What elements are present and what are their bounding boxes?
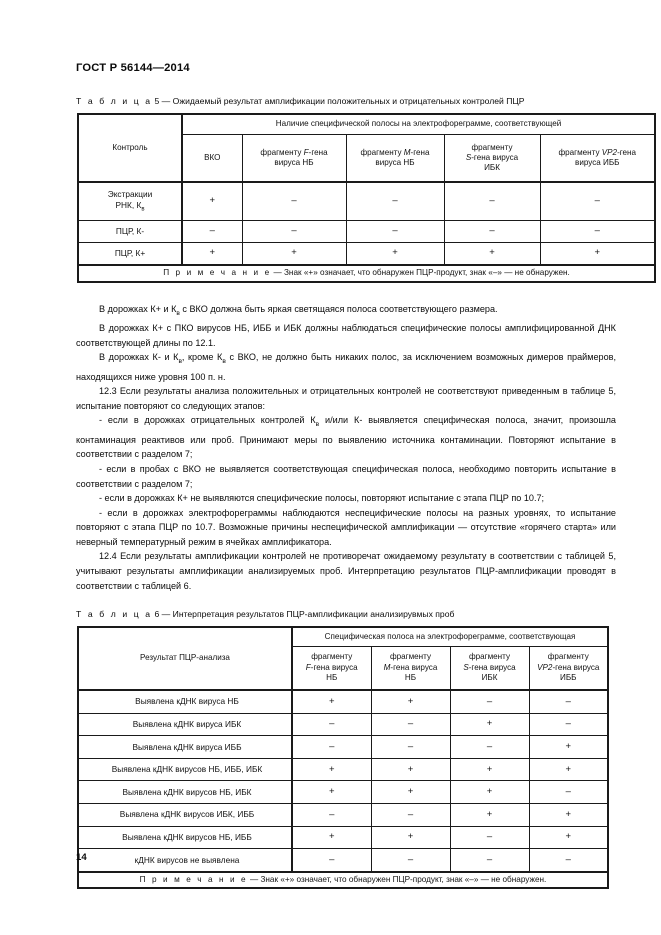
table5-header-row-1 bbox=[78, 114, 655, 135]
table5-caption-prefix: Т а б л и ц а bbox=[76, 96, 153, 107]
table-row bbox=[78, 803, 608, 826]
table6-cell: – bbox=[371, 736, 450, 759]
table6-row-label: Выявлена кДНК вируса НБ bbox=[78, 690, 292, 713]
table6-cell: – bbox=[450, 690, 529, 713]
table6-row-label: Выявлена кДНК вируса ИБК bbox=[78, 713, 292, 736]
table6-cell: + bbox=[371, 826, 450, 849]
table6-caption bbox=[76, 609, 616, 620]
table6-cell: + bbox=[371, 781, 450, 804]
paragraph: В дорожках К+ и $К_в$ с ВКО должна быть яркая светящаяся полоса соответствующего размера. bbox=[99, 303, 498, 317]
table6-col-header-m-gene: фрагменту M-гена вируса НБ bbox=[371, 646, 450, 690]
table6-cell: + bbox=[529, 803, 608, 826]
table5-cell: + bbox=[346, 243, 444, 266]
table5-col-header-vp2-gene: фрагменту VP2-гена вируса ИББ bbox=[540, 135, 655, 182]
table6-cell: + bbox=[529, 826, 608, 849]
table5-group-header: Наличие специфической полосы на электрофореграмме, соответствующей bbox=[182, 114, 655, 135]
table5-note-row bbox=[78, 265, 655, 282]
table6-col-header-f-gene: фрагменту F-гена вируса НБ bbox=[292, 646, 371, 690]
table5-cell: – bbox=[346, 221, 444, 243]
table5-cell: – bbox=[444, 182, 540, 221]
table5-cell: – bbox=[242, 221, 346, 243]
table6-cell: – bbox=[529, 690, 608, 713]
table5-cell: – bbox=[444, 221, 540, 243]
table6-col-header-s-gene: фрагменту S-гена вируса ИБК bbox=[450, 646, 529, 690]
table6-cell: – bbox=[292, 803, 371, 826]
table6-cell: – bbox=[371, 849, 450, 872]
table6-row-label: Выявлена кДНК вирусов НБ, ИБК bbox=[78, 781, 292, 804]
paragraph: В дорожках К- и $К_в$, кроме $К_в$ с ВКО, не должно быть никаких полос, за исключением возможных димеров праймеров, находящихся ниже уровня 100 п. н. bbox=[76, 352, 616, 382]
table6-row-label: кДНК вирусов не выявлена bbox=[78, 849, 292, 872]
table6-cell: + bbox=[292, 826, 371, 849]
paragraph: В дорожках К+ с ПКО вирусов НБ, ИББ и ИБК должны наблюдаться специфические полосы амплифицированной ДНК соответствующей длины по 12.1. bbox=[76, 322, 616, 348]
table-row bbox=[78, 221, 655, 243]
table-row bbox=[78, 690, 608, 713]
table5-cell: + bbox=[540, 243, 655, 266]
table6-cell: – bbox=[371, 713, 450, 736]
table-row bbox=[78, 849, 608, 872]
table5-cell: + bbox=[444, 243, 540, 266]
table6-note-row bbox=[78, 872, 608, 889]
paragraph: 12.3 Если результаты анализа положительных и отрицательных контролей не соответствуют приведенным в таблице 5, испытание повторяют со следующих этапов: bbox=[76, 386, 616, 411]
table6-cell: + bbox=[371, 690, 450, 713]
table6-cell: – bbox=[529, 713, 608, 736]
table-row bbox=[78, 713, 608, 736]
table5-cell: + bbox=[182, 182, 242, 221]
table5-note bbox=[78, 265, 655, 282]
table-row bbox=[78, 781, 608, 804]
table5-col-header-f-gene: фрагменту F-гена вируса НБ bbox=[242, 135, 346, 182]
page-number: 14 bbox=[76, 852, 87, 863]
table6-cell: + bbox=[529, 758, 608, 781]
paragraph: - если в дорожках электрофореграммы наблюдаются неспецифические полосы на разных уровнях, то испытание повторяют с этапа ПЦР по 10.7. Возможные причины неспецифической амплификации — отсутствие «горячего старта» или неверный температурный режим в ячейках амплификатора. bbox=[76, 507, 616, 547]
paragraph: - если в дорожках К+ не выявляются специфические полосы, повторяют испытание с этапа ПЦР по 10.7; bbox=[99, 493, 545, 504]
table6-row-label: Выявлена кДНК вируса ИББ bbox=[78, 736, 292, 759]
table6-cell: + bbox=[450, 803, 529, 826]
table5-col-header-vko: ВКО bbox=[182, 135, 242, 182]
table6-block bbox=[76, 609, 616, 889]
table6-cell: + bbox=[292, 781, 371, 804]
table5-cell: + bbox=[242, 243, 346, 266]
table-row bbox=[78, 182, 655, 221]
table6-cell: – bbox=[371, 803, 450, 826]
paragraph: - если в пробах с ВКО не выявляется соответствующая специфическая полоса, необходимо повторить испытание в соответствии с разделом 7; bbox=[76, 463, 616, 489]
table6-cell: + bbox=[292, 690, 371, 713]
table5-caption-number: 5 bbox=[154, 96, 160, 107]
table5-cell: – bbox=[242, 182, 346, 221]
table6-cell: + bbox=[529, 736, 608, 759]
table-5 bbox=[77, 113, 656, 283]
table5-caption-text: — Ожидаемый результат амплификации положительных и отрицательных контролей ПЦР bbox=[161, 96, 525, 107]
table6-stub-header: Результат ПЦР-анализа bbox=[78, 627, 292, 690]
table6-cell: – bbox=[529, 849, 608, 872]
table-6 bbox=[77, 626, 609, 889]
table-row bbox=[78, 826, 608, 849]
table5-col-header-s-gene: фрагменту S-гена вируса ИБК bbox=[444, 135, 540, 182]
table6-row-label: Выявлена кДНК вирусов ИБК, ИББ bbox=[78, 803, 292, 826]
table6-cell: – bbox=[450, 826, 529, 849]
table5-stub-header: Контроль bbox=[78, 114, 182, 182]
table5-col-header-m-gene: фрагменту M-гена вируса НБ bbox=[346, 135, 444, 182]
table6-caption-number: 6 bbox=[154, 609, 160, 620]
table5-note-text: — Знак «+» означает, что обнаружен ПЦР-продукт, знак «–» — не обнаружен. bbox=[273, 268, 570, 278]
table6-cell: + bbox=[292, 758, 371, 781]
table5-row-label-extraction: Экстракции РНК, $К_в$ bbox=[78, 182, 182, 221]
table6-note-text: — Знак «+» означает, что обнаружен ПЦР-продукт, знак «–» — не обнаружен. bbox=[250, 874, 547, 884]
table5-cell: + bbox=[182, 243, 242, 266]
table6-cell: + bbox=[371, 758, 450, 781]
table5-cell: – bbox=[182, 221, 242, 243]
paragraph: 12.4 Если результаты амплификации контролей не противоречат ожидаемому результату в соответствии с таблицей 5, учитывают результаты амплификации анализируемых проб. Интерпретацию результатов ПЦР-амплификации проводят в соответствии с таблицей 6. bbox=[76, 551, 616, 591]
table6-caption-prefix: Т а б л и ц а bbox=[76, 609, 153, 620]
table-row bbox=[78, 243, 655, 266]
table6-cell: – bbox=[292, 736, 371, 759]
standard-header: ГОСТ Р 56144—2014 bbox=[76, 62, 190, 74]
table6-cell: + bbox=[450, 758, 529, 781]
table6-row-label: Выявлена кДНК вирусов НБ, ИББ, ИБК bbox=[78, 758, 292, 781]
table6-cell: – bbox=[292, 849, 371, 872]
table6-row-label: Выявлена кДНК вирусов НБ, ИББ bbox=[78, 826, 292, 849]
paragraph: - если в дорожках отрицательных контролей $К_в$ и/или К- выявляется специфическая полоса, значит, произошла контаминация реактивов или проб. Принимают меры по выявлению источника контаминации. Повторяют испытание в соответствии с разделом 7; bbox=[76, 415, 616, 460]
table5-cell: – bbox=[540, 182, 655, 221]
table6-cell: + bbox=[450, 781, 529, 804]
body-text bbox=[76, 302, 616, 594]
table6-cell: – bbox=[292, 713, 371, 736]
page-content bbox=[76, 62, 637, 889]
table6-col-header-vp2-gene: фрагменту VP2-гена вируса ИББ bbox=[529, 646, 608, 690]
table6-cell: – bbox=[450, 736, 529, 759]
table-row bbox=[78, 758, 608, 781]
table6-cell: + bbox=[450, 713, 529, 736]
table5-note-label: П р и м е ч а н и е bbox=[163, 268, 272, 278]
table6-note bbox=[78, 872, 608, 889]
table5-cell: – bbox=[346, 182, 444, 221]
table5-cell: – bbox=[540, 221, 655, 243]
table6-cell: – bbox=[450, 849, 529, 872]
table5-row-label-pcr-plus: ПЦР, К+ bbox=[78, 243, 182, 266]
table6-group-header: Специфическая полоса на электрофореграмме, соответствующая bbox=[292, 627, 608, 646]
table5-row-label-pcr-minus: ПЦР, К- bbox=[78, 221, 182, 243]
table6-header-row-1 bbox=[78, 627, 608, 646]
table6-note-label: П р и м е ч а н и е bbox=[139, 874, 248, 884]
table6-cell: – bbox=[529, 781, 608, 804]
table5-caption bbox=[76, 96, 616, 107]
table-row bbox=[78, 736, 608, 759]
table6-caption-text: — Интерпретация результатов ПЦР-амплификации анализирувмых проб bbox=[161, 609, 455, 620]
